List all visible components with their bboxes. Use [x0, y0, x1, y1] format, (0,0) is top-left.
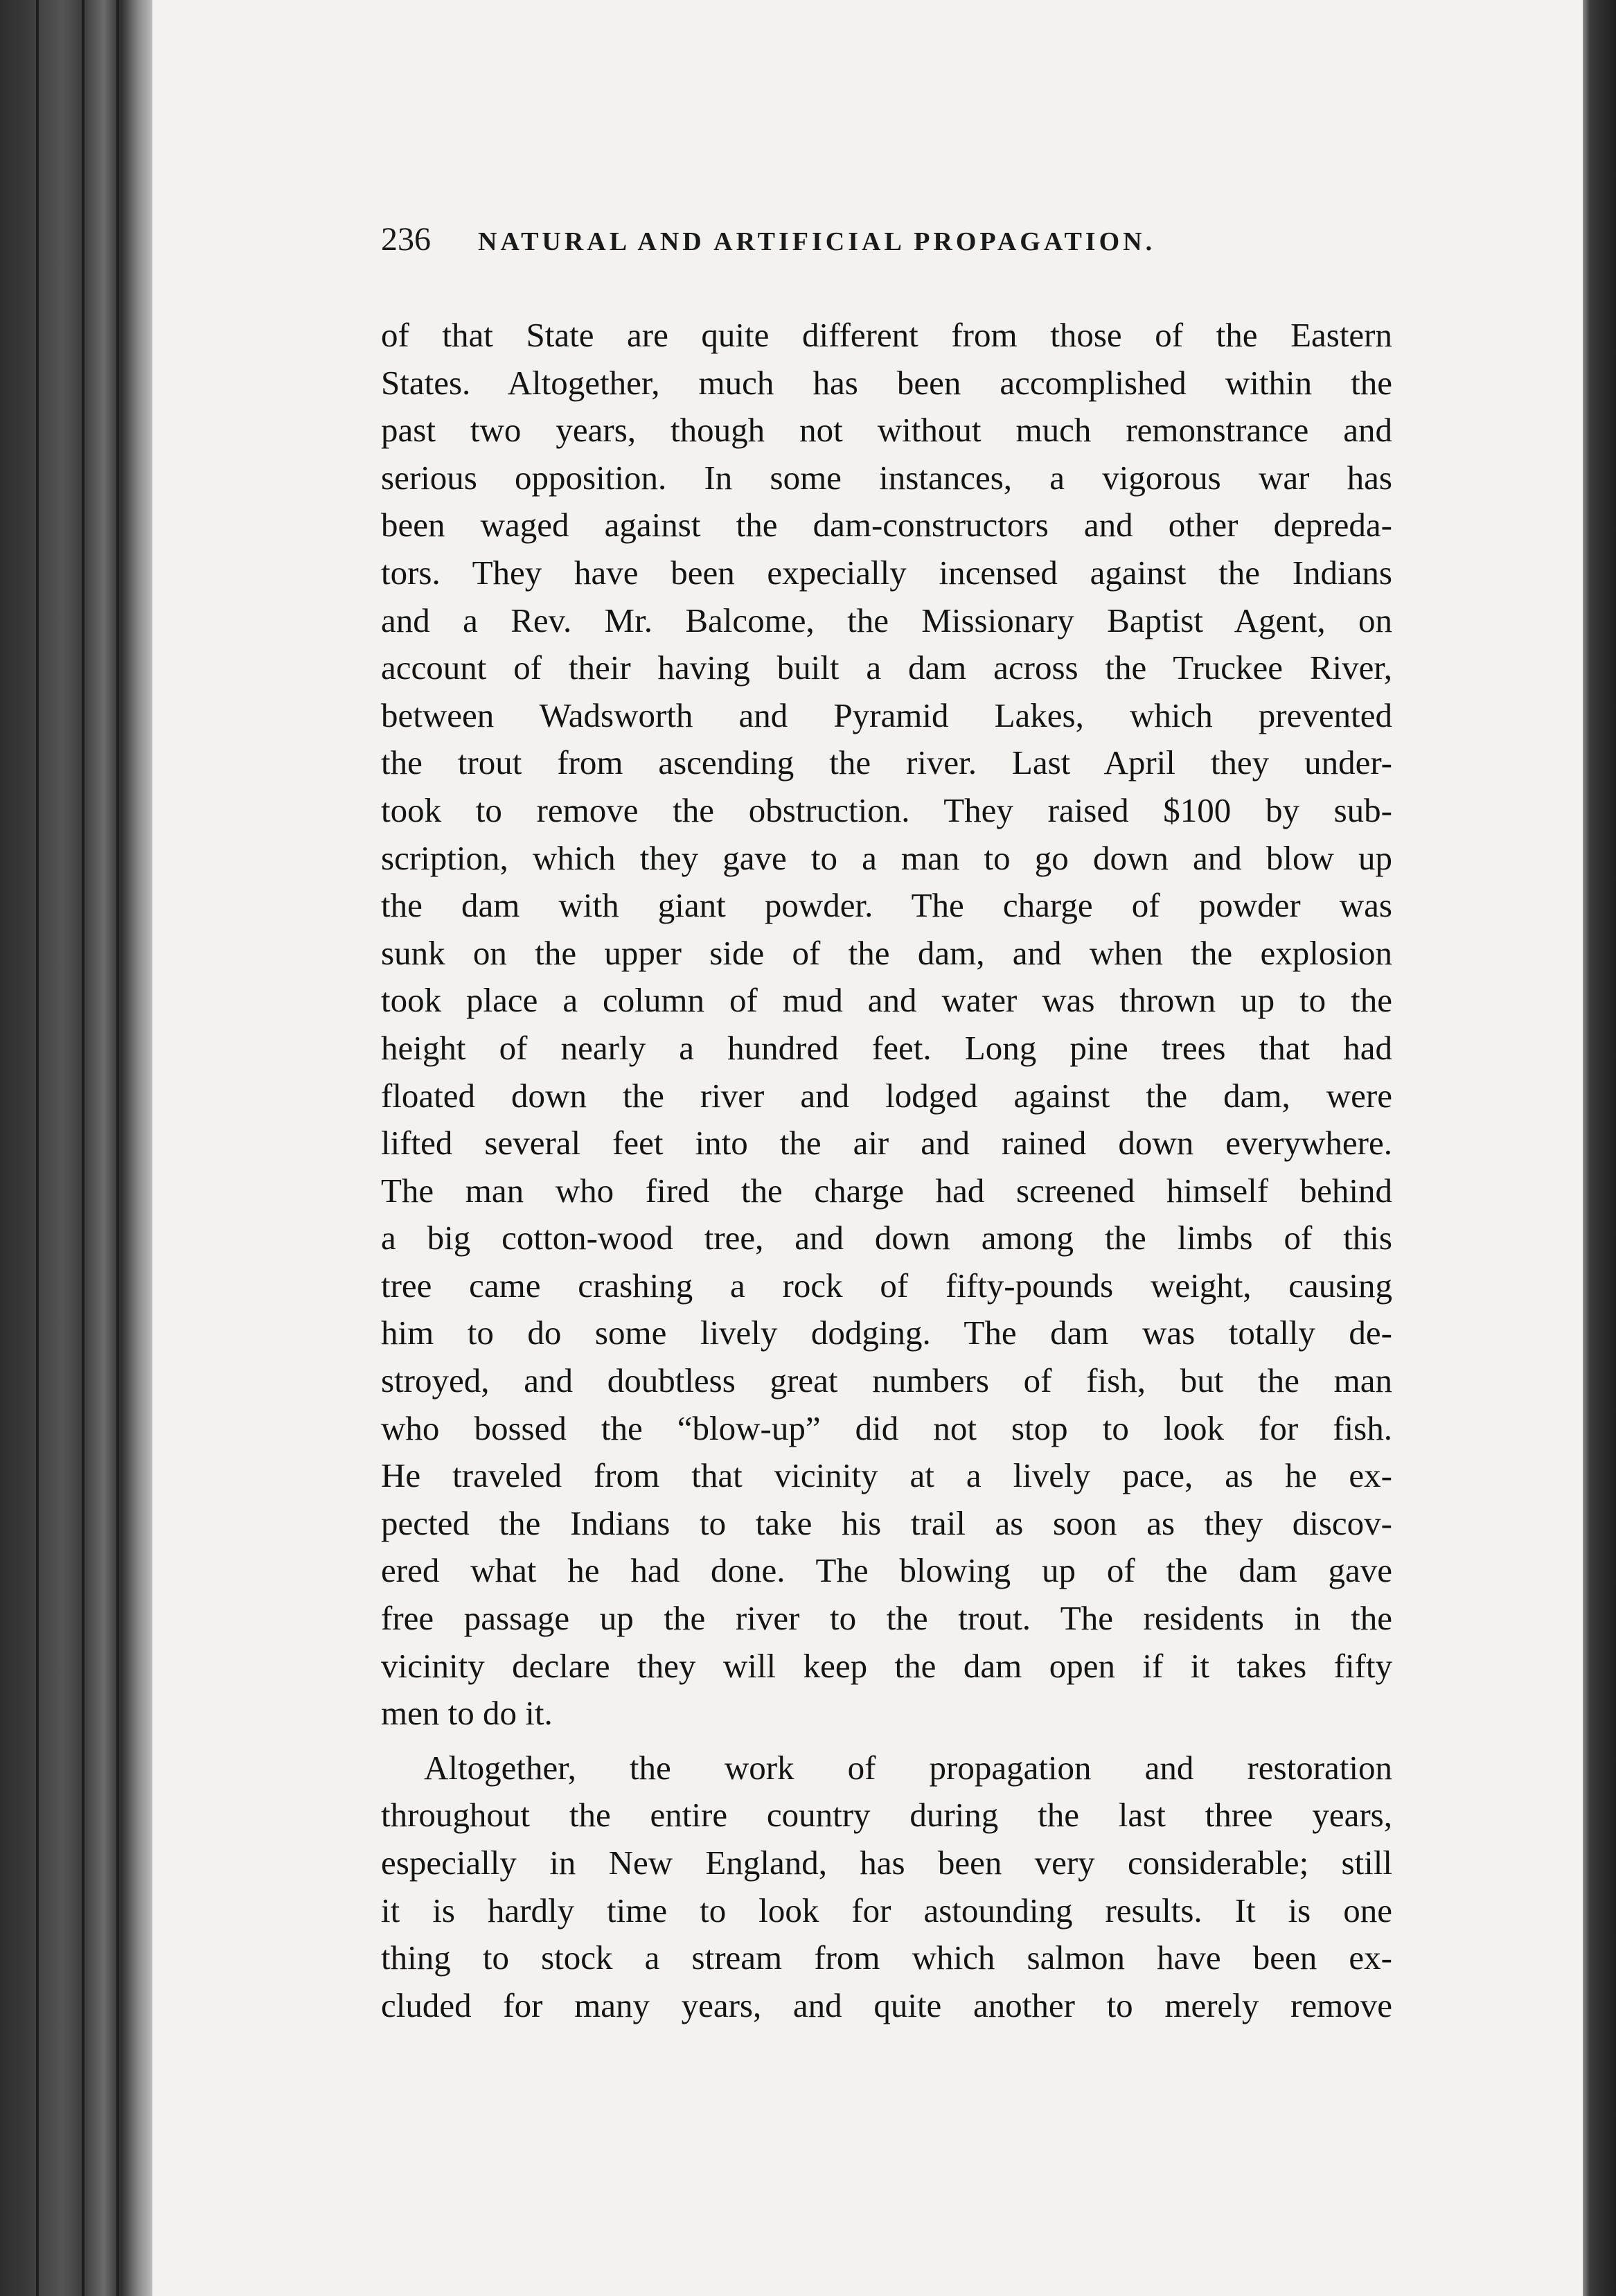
binding-line — [82, 0, 85, 2296]
text-line: He traveled from that vicinity at a lively pace, as he ex- — [381, 1456, 1392, 1495]
running-head — [381, 220, 1392, 283]
text-line: sunk on the upper side of the dam, and when the explosion — [381, 933, 1392, 972]
text-line: tree came crashing a rock of fifty-pounds weight, causing — [381, 1266, 1392, 1305]
page-number: 236 — [381, 221, 431, 258]
text-line: ered what he had done. The blowing up of the dam gave — [381, 1551, 1392, 1590]
text-line: lifted several feet into the air and rained down everywhere. — [381, 1124, 1392, 1163]
binding-line — [116, 0, 119, 2296]
text-line: a big cotton-wood tree, and down among the limbs of this — [381, 1219, 1392, 1257]
text-line: between Wadsworth and Pyramid Lakes, which prevented — [381, 696, 1392, 734]
text-line: account of their having built a dam across the Truckee River, — [381, 648, 1392, 687]
text-line: scription, which they gave to a man to go down and blow up — [381, 838, 1392, 877]
text-line: and a Rev. Mr. Balcome, the Missionary Baptist Agent, on — [381, 601, 1392, 639]
text-line: the trout from ascending the river. Last April they under- — [381, 743, 1392, 782]
text-line: past two years, though not without much remonstrance and — [381, 411, 1392, 450]
text-line: The man who fired the charge had screened himself behind — [381, 1171, 1392, 1210]
paragraph — [381, 312, 1392, 1738]
text-line: the dam with giant powder. The charge of powder was — [381, 886, 1392, 925]
text-line: throughout the entire country during the last three years, — [381, 1796, 1392, 1835]
text-line: who bossed the “blow-up” did not stop to look for fish. — [381, 1408, 1392, 1447]
paragraph — [381, 1745, 1392, 2030]
running-title: NATURAL AND ARTIFICIAL PROPAGATION. — [478, 227, 1156, 256]
text-line: tors. They have been expecially incensed against the Indians — [381, 553, 1392, 592]
text-line: him to do some lively dodging. The dam was totally de- — [381, 1314, 1392, 1352]
text-line: been waged against the dam-constructors and other depreda- — [381, 506, 1392, 545]
page-edge — [1583, 0, 1616, 2296]
text-line: height of nearly a hundred feet. Long pine trees that had — [381, 1028, 1392, 1067]
text-line: took to remove the obstruction. They raised $100 by sub- — [381, 791, 1392, 829]
binding-line — [36, 0, 39, 2296]
text-line: especially in New England, has been very considerable; still — [381, 1844, 1392, 1882]
text-line: stroyed, and doubtless great numbers of fish, but the man — [381, 1361, 1392, 1400]
text-line: thing to stock a stream from which salmon have been ex- — [381, 1939, 1392, 1977]
text-line: vicinity declare they will keep the dam open if it takes fifty — [381, 1646, 1392, 1685]
text-line: men to do it. — [381, 1694, 553, 1733]
text-line: Altogether, the work of propagation and restoration — [424, 1748, 1392, 1787]
book-page — [152, 0, 1583, 2296]
text-line: serious opposition. In some instances, a vigorous war has — [381, 458, 1392, 497]
text-line: States. Altogether, much has been accomplished within the — [381, 363, 1392, 402]
book-binding — [0, 0, 152, 2296]
text-line: floated down the river and lodged against the dam, were — [381, 1076, 1392, 1115]
body-text — [381, 312, 1392, 2029]
page-content — [381, 220, 1392, 2029]
text-line: cluded for many years, and quite another to merely remove — [381, 1986, 1392, 2024]
text-line: free passage up the river to the trout. The residents in the — [381, 1599, 1392, 1638]
text-line: took place a column of mud and water was thrown up to the — [381, 981, 1392, 1020]
text-line: it is hardly time to look for astounding results. It is one — [381, 1891, 1392, 1929]
text-line: pected the Indians to take his trail as soon as they discov- — [381, 1503, 1392, 1542]
paragraph-gap — [381, 1738, 1392, 1745]
text-line: of that State are quite different from those of the Eastern — [381, 316, 1392, 354]
